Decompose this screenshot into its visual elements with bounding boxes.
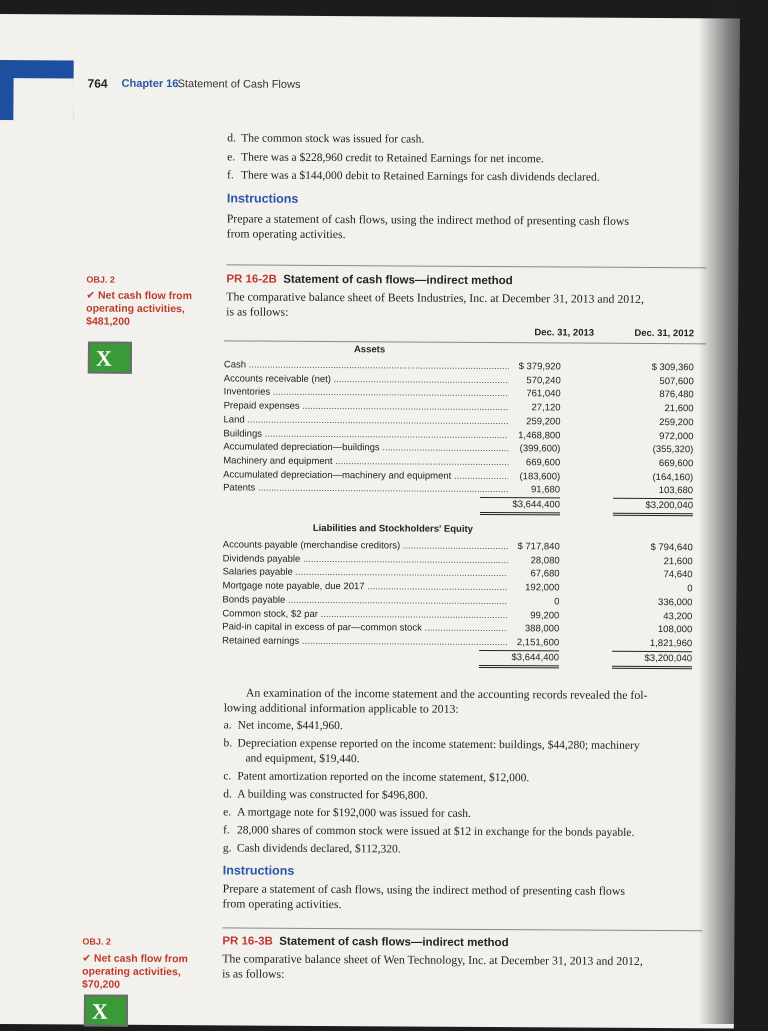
value-2013: 192,000 xyxy=(525,582,560,594)
row-label: Inventories ..... xyxy=(224,386,509,402)
liabilities-heading: Liabilities and Stockholders' Equity xyxy=(312,522,474,535)
value-2012: 336,000 xyxy=(658,596,693,609)
info-item: d. A building was constructed for $496,800. xyxy=(223,788,428,802)
excel-icon: X xyxy=(88,342,132,374)
row-label: Paid-in capital in excess of par—common stock ..... xyxy=(222,621,507,637)
page-number: 764 xyxy=(87,76,108,91)
value-2013: 669,600 xyxy=(525,457,561,469)
examination-text: An examination of the income statement and the accounting records revealed the fol- lowing additional information applicable to 2013: xyxy=(223,685,648,716)
divider xyxy=(222,927,702,931)
chapter-tab-notch xyxy=(13,78,73,134)
value-2013: 91,680 xyxy=(480,483,560,498)
prev-instructions-text: Prepare a statement of cash flows, using the indirect method of presenting cash flows from operating activities. xyxy=(226,211,630,242)
row-label: Cash ..... xyxy=(224,358,509,374)
value-2013: (183,600) xyxy=(519,470,561,483)
row-label: Bonds payable ..... xyxy=(222,593,507,609)
row-label: Retained earnings ..... xyxy=(222,634,507,650)
prev-instructions-heading: Instructions xyxy=(226,191,299,206)
value-2012: 876,480 xyxy=(659,389,694,401)
divider xyxy=(226,264,706,268)
info-item: g. Cash dividends declared, $112,320. xyxy=(222,842,401,856)
info-item: a. Net income, $441,960. xyxy=(223,719,343,733)
answer-hint: ✔ Net cash flow from operating activities, $481,200 xyxy=(86,289,192,328)
value-2013: 388,000 xyxy=(524,623,560,635)
value-2013: 0 xyxy=(554,596,560,608)
value-2013: 99,200 xyxy=(530,609,560,621)
total-2012: $3,200,040 xyxy=(613,499,693,516)
row-label: Land ..... xyxy=(223,413,508,429)
row-label: Dividends payable ..... xyxy=(223,552,508,568)
total-row xyxy=(222,649,704,666)
row-label: Machinery and equipment ..... xyxy=(223,454,508,470)
problem-heading: PR 16-2B Statement of cash flows—indirect method xyxy=(226,273,513,288)
excel-icon: X xyxy=(84,995,128,1027)
value-2013: (399,600) xyxy=(519,443,561,455)
info-item: and equipment, $19,440. xyxy=(245,752,360,766)
row-label: Patents ..... xyxy=(223,482,508,498)
value-2012: $ 794,640 xyxy=(650,541,693,554)
value-2012: 507,600 xyxy=(659,375,694,387)
value-2013: $ 717,840 xyxy=(517,541,560,553)
info-item: f. 28,000 shares of common stock were issued at $12 in exchange for the bonds payable. xyxy=(222,824,635,839)
value-2013: 761,040 xyxy=(526,388,561,400)
value-2012: 1,821,960 xyxy=(612,637,692,652)
answer-hint: ✔ Net cash flow from operating activities, $70,200 xyxy=(82,952,188,991)
problem-intro: The comparative balance sheet of Wen Technology, Inc. at December 31, 2013 and 2012, is as follows: xyxy=(222,951,643,981)
instructions-text: Prepare a statement of cash flows, using the indirect method of presenting cash flows from operating activities. xyxy=(222,881,625,912)
value-2013: 28,080 xyxy=(530,554,560,567)
value-2013: 27,120 xyxy=(531,402,561,414)
assets-heading: Assets xyxy=(353,344,386,356)
row-label: Accounts receivable (net) ..... xyxy=(224,372,509,388)
value-2012: 21,600 xyxy=(664,403,694,415)
value-2012: 259,200 xyxy=(659,416,694,429)
info-item: c. Patent amortization reported on the income statement, $12,000. xyxy=(223,770,530,785)
prev-item-e: e. There was a $228,960 credit to Retained Earnings for net income. xyxy=(227,151,544,166)
prev-item-d: d. The common stock was issued for cash. xyxy=(227,132,425,146)
row-label: Accounts payable (merchandise creditors) ..... xyxy=(223,538,508,554)
value-2013: 2,151,600 xyxy=(479,636,559,651)
row-label: Mortgage note payable, due 2017 ..... xyxy=(222,579,507,595)
row-label: Accumulated depreciation—buildings ..... xyxy=(223,441,508,457)
row-label: Accumulated depreciation—machinery and equipment ..... xyxy=(223,468,508,484)
value-2013: 1,468,800 xyxy=(518,429,561,441)
value-2012: 74,640 xyxy=(663,569,693,581)
row-label: Prepaid expenses ..... xyxy=(224,399,509,415)
value-2012: 103,680 xyxy=(613,484,693,499)
obj-label: OBJ. 2 xyxy=(82,936,111,947)
prev-item-f: f. There was a $144,000 debit to Retained Earnings for cash dividends declared. xyxy=(226,169,600,184)
book-page xyxy=(0,14,740,1029)
instructions-heading: Instructions xyxy=(222,863,295,878)
value-2013: 570,240 xyxy=(526,374,561,387)
additional-info-list xyxy=(222,718,714,856)
row-label: Salaries payable ..... xyxy=(223,566,508,582)
value-2012: 108,000 xyxy=(657,624,693,636)
total-2012: $3,200,040 xyxy=(612,651,692,668)
row-label: Buildings ..... xyxy=(223,427,508,443)
chapter-title: Statement of Cash Flows xyxy=(177,78,301,91)
column-header-2012: Dec. 31, 2012 xyxy=(634,327,695,340)
value-2012: $ 309,360 xyxy=(651,361,694,374)
info-item: b. Depreciation expense reported on the income statement: buildings, $44,280; machinery xyxy=(223,737,640,752)
problem-intro: The comparative balance sheet of Beets Industries, Inc. at December 31, 2013 and 2012, is as follows: xyxy=(226,289,644,319)
chapter-label: Chapter 16 xyxy=(121,77,179,91)
value-2012: 21,600 xyxy=(663,555,693,567)
total-2013: $3,644,400 xyxy=(479,651,559,668)
value-2013: 67,680 xyxy=(530,568,560,580)
value-2013: $ 379,920 xyxy=(518,361,561,373)
header-rule xyxy=(224,340,706,344)
value-2012: 43,200 xyxy=(663,610,693,622)
value-2012: (355,320) xyxy=(652,444,694,456)
info-item: e. A mortgage note for $192,000 was issued for cash. xyxy=(223,806,471,820)
row-label: Common stock, $2 par ..... xyxy=(222,607,507,623)
value-2013: 259,200 xyxy=(526,416,561,428)
value-2012: 669,600 xyxy=(658,457,694,470)
column-header-2013: Dec. 31, 2013 xyxy=(534,327,595,339)
balance-sheet-table xyxy=(222,325,706,664)
total-2013: $3,644,400 xyxy=(480,498,560,515)
value-2012: 972,000 xyxy=(659,430,694,442)
value-2012: (164,160) xyxy=(652,471,694,483)
value-2012: 0 xyxy=(687,583,693,595)
problem-heading: PR 16-3B Statement of cash flows—indirect method xyxy=(222,935,509,950)
total-row xyxy=(223,496,705,513)
obj-label: OBJ. 2 xyxy=(86,274,115,285)
